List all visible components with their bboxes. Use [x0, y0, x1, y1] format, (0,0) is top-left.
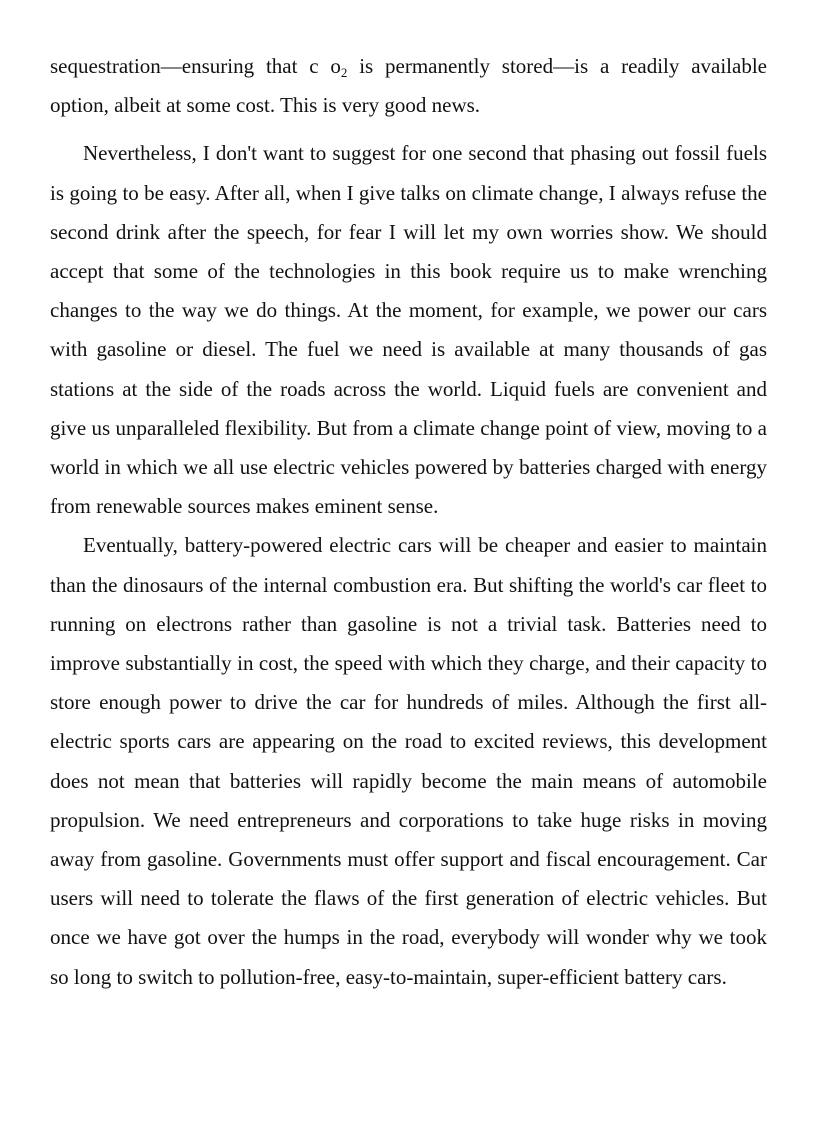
document-page: [50, 47, 767, 997]
paragraph-fossil-fuels: Nevertheless, I don't want to suggest for one second that phasing out fossil fuels is going to be easy. After all, when I give talks on climate change, I always refuse the second drink after the speech, for fear I will let my own worries show. We should accept that some of the technologies in this book require us to make wrenching changes to the way we do things. At the moment, for example, we power our cars with gasoline or diesel. The fuel we need is available at many thousands of gas stations at the side of the roads across the world. Liquid fuels are convenient and give us unparalleled flexibility. But from a climate change point of view, moving to a world in which we all use electric vehicles powered by batteries charged with energy from renewable sources makes eminent sense.: [50, 141, 767, 519]
paragraph-continued: [50, 47, 767, 125]
paragraph-text-start: sequestration—ensuring that c o: [50, 54, 341, 78]
paragraph-electric-cars: Eventually, battery-powered electric cars will be cheaper and easier to maintain than the dinosaurs of the internal combustion era. But shifting the world's car fleet to running on electrons rather than gasoline is not a trivial task. Batteries need to improve substantially in cost, the speed with which they charge, and their capacity to store enough power to drive the car for hundreds of miles. Although the first all-electric sports cars are appearing on the road to excited reviews, this development does not mean that batteries will rapidly become the main means of automobile propulsion. We need entrepreneurs and corporations to take huge risks in moving away from gasoline. Governments must offer support and fiscal encouragement. Car users will need to tolerate the flaws of the first generation of electric vehicles. But once we have got over the humps in the road, everybody will wonder why we took so long to switch to pollution-free, easy-to-maintain, super-efficient battery cars.: [50, 533, 767, 989]
paragraph-text-end: is permanently stored—is a readily available option, albeit at some cost. This is very good news.: [50, 54, 767, 118]
co2-subscript: 2: [340, 65, 348, 80]
